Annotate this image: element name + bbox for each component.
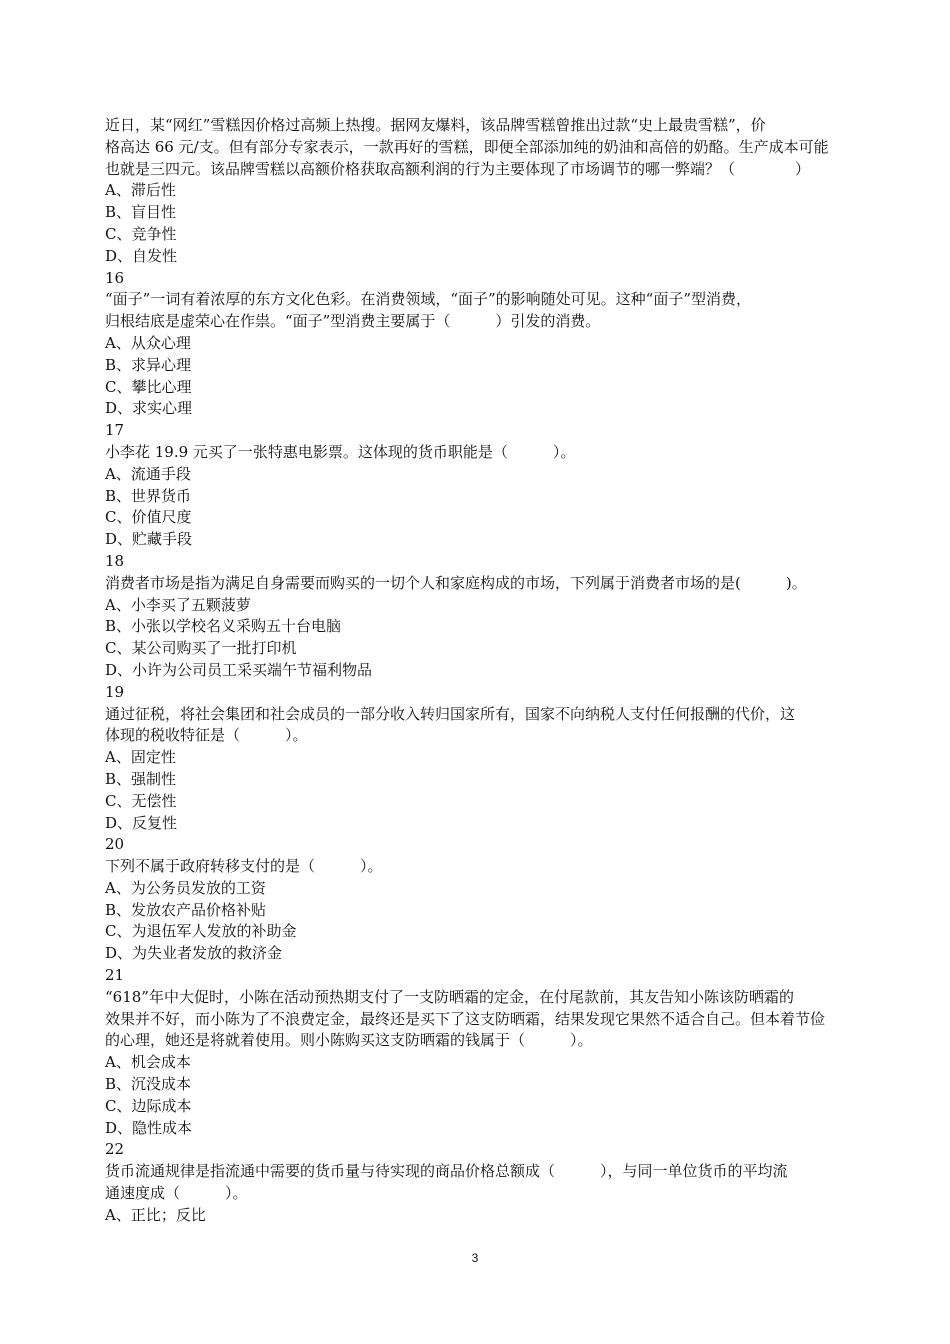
answer-option: D、反复性 xyxy=(105,813,178,832)
answer-option: D、贮藏手段 xyxy=(105,530,193,549)
question-number: 18 xyxy=(105,551,125,570)
question-stem xyxy=(105,704,875,748)
answer-option: B、盲目性 xyxy=(105,203,177,222)
question-stem xyxy=(105,442,875,464)
answer-option: C、某公司购买了一批打印机 xyxy=(105,639,297,658)
answer-option: A、流通手段 xyxy=(105,464,191,483)
answer-option: B、世界货币 xyxy=(105,486,192,505)
question-number: 20 xyxy=(105,835,125,854)
question-stem-line: 小李花 19.9 元买了一张特惠电影票。这体现的货币职能是（ ）。 xyxy=(105,442,576,461)
question-list xyxy=(105,115,875,1227)
question-stem-line: 归根结底是虚荣心在作祟。“面子”型消费主要属于（ ）引发的消费。 xyxy=(105,312,601,331)
question-stem xyxy=(105,1161,875,1205)
question-stem-line: 通速度成（ ）。 xyxy=(105,1184,248,1203)
question-stem-line: 近日，某“网红”雪糕因价格过高频上热搜。据网友爆料，该品牌雪糕曾推出过款“史上最贵雪糕”，价 xyxy=(105,116,766,134)
answer-option: A、固定性 xyxy=(105,748,176,767)
question-stem-line: 也就是三四元。该品牌雪糕以高额价格获取高额利润的行为主要体现了市场调节的哪一弊端？（ ） xyxy=(105,159,811,178)
answer-option: C、攀比心理 xyxy=(105,377,192,396)
answer-option: A、正比；反比 xyxy=(105,1205,206,1224)
answer-option: C、边际成本 xyxy=(105,1096,192,1115)
answer-option: B、小张以学校名义采购五十台电脑 xyxy=(105,617,342,636)
question-stem-line: 体现的税收特征是（ ）。 xyxy=(105,726,308,745)
answer-option: B、求异心理 xyxy=(105,355,192,374)
answer-option: D、求实心理 xyxy=(105,399,193,418)
question-stem-line: 通过征税，将社会集团和社会成员的一部分收入转归国家所有，国家不向纳税人支付任何报酬的代价，这 xyxy=(105,704,796,723)
answer-option: A、机会成本 xyxy=(105,1053,191,1072)
page-number: 3 xyxy=(471,1251,479,1265)
answer-option: D、自发性 xyxy=(105,246,178,265)
answer-option: C、为退伍军人发放的补助金 xyxy=(105,922,297,941)
answer-option: B、沉没成本 xyxy=(105,1075,192,1094)
question-stem-line: “面子”一词有着浓厚的东方文化色彩。在消费领域，“面子”的影响随处可见。这种“面子”型消费， xyxy=(105,290,752,309)
question-stem-line: “618”年中大促时，小陈在活动预热期支付了一支防晒霜的定金，在付尾款前，其友告知小陈该防晒霜的 xyxy=(105,987,794,1006)
question-stem xyxy=(105,987,875,1052)
answer-option: A、小李买了五颗菠萝 xyxy=(105,595,251,614)
question-number: 19 xyxy=(105,682,125,701)
answer-option: D、为失业者发放的救济金 xyxy=(105,944,283,963)
question-stem-line: 效果并不好，而小陈为了不浪费定金，最终还是买下了这支防晒霜，结果发现它果然不适合自己。但本着节俭 xyxy=(105,1009,826,1028)
question-number: 17 xyxy=(105,421,125,440)
question-number: 22 xyxy=(105,1140,125,1159)
answer-option: B、强制性 xyxy=(105,769,177,788)
answer-option: A、滞后性 xyxy=(105,181,176,200)
answer-option: C、价值尺度 xyxy=(105,508,192,527)
answer-option: C、无偿性 xyxy=(105,791,177,810)
question-stem-line: 货币流通规律是指流通中需要的货币量与待实现的商品价格总额成（ ），与同一单位货币的平均流 xyxy=(105,1162,788,1181)
question-stem xyxy=(105,289,875,333)
question-number: 16 xyxy=(105,268,125,287)
answer-option: C、竞争性 xyxy=(105,224,177,243)
answer-option: D、隐性成本 xyxy=(105,1118,193,1137)
question-stem xyxy=(105,573,875,595)
answer-option: A、从众心理 xyxy=(105,333,191,352)
question-stem-line: 格高达 66 元/支。但有部分专家表示，一款再好的雪糕，即便全部添加纯的奶油和高倍的奶酪。生产成本可能 xyxy=(105,137,829,156)
answer-option: A、为公务员发放的工资 xyxy=(105,878,266,897)
answer-option: D、小许为公司员工采买端午节福利物品 xyxy=(105,660,373,679)
answer-option: B、发放农产品价格补贴 xyxy=(105,900,267,919)
question-stem-line: 下列不属于政府转移支付的是（ ）。 xyxy=(105,857,383,876)
question-stem xyxy=(105,856,875,878)
question-number: 21 xyxy=(105,966,125,985)
question-stem xyxy=(105,115,875,180)
question-stem-line: 的心理，她还是将就着使用。则小陈购买这支防晒霜的钱属于（ ）。 xyxy=(105,1031,593,1050)
question-stem-line: 消费者市场是指为满足自身需要而购买的一切个人和家庭构成的市场，下列属于消费者市场的是( )。 xyxy=(105,573,807,592)
